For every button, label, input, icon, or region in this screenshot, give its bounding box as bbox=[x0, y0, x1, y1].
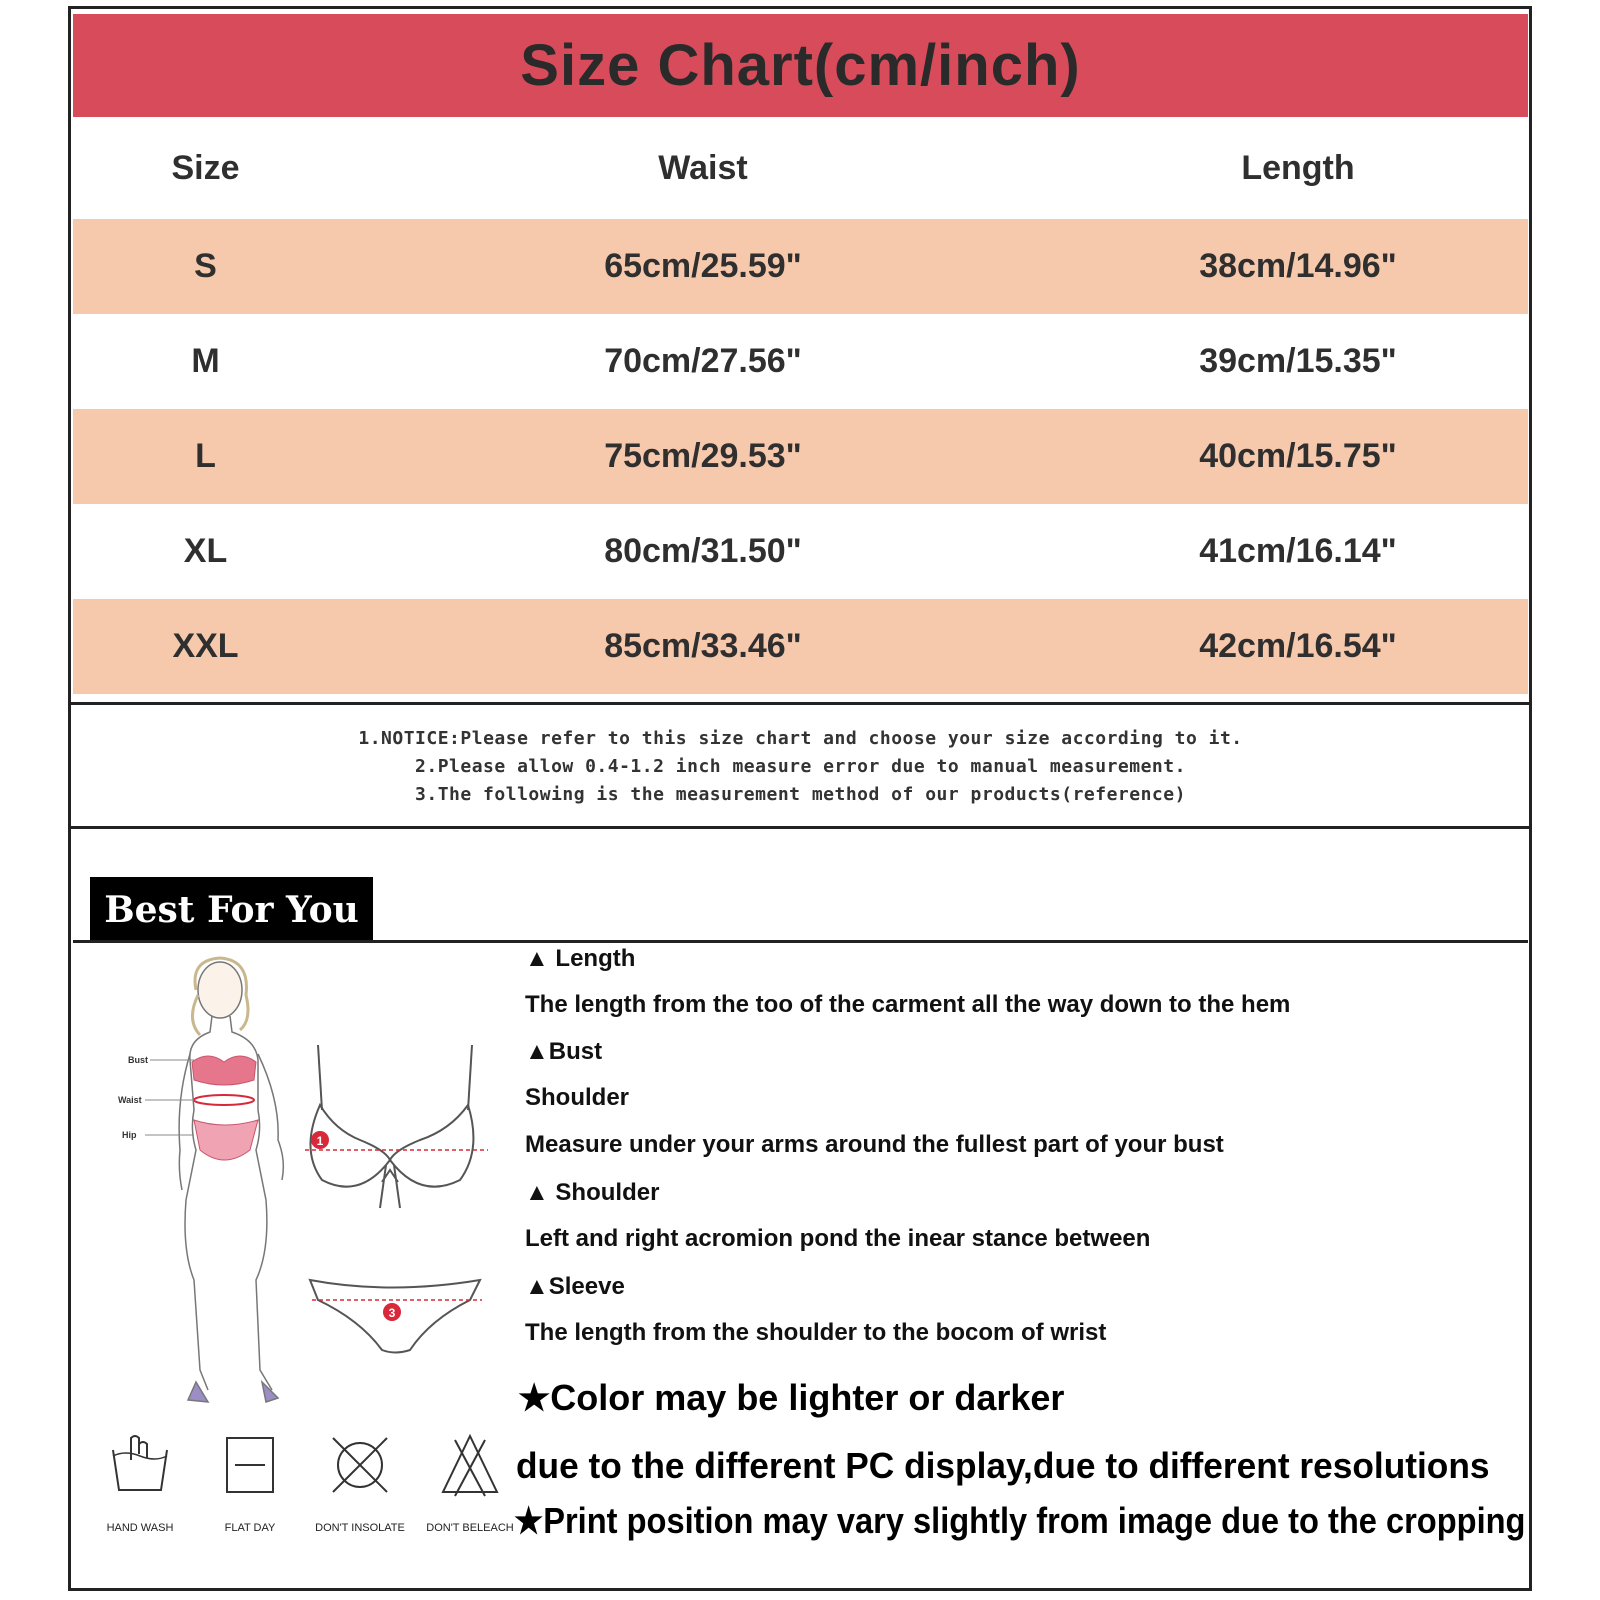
bra-marker-label: 1 bbox=[316, 1134, 324, 1148]
care-icons bbox=[90, 1430, 514, 1540]
care-label: DON'T BELEACH bbox=[426, 1522, 514, 1534]
waist-cell: 85cm/33.46" bbox=[604, 627, 802, 665]
hand-wash-icon bbox=[105, 1430, 175, 1500]
bust-label: Bust bbox=[128, 1055, 148, 1065]
bra-diagram bbox=[305, 1045, 488, 1208]
length-cell: 42cm/16.54" bbox=[1199, 627, 1397, 665]
table-row bbox=[73, 314, 1528, 409]
care-label: FLAT DAY bbox=[224, 1522, 276, 1534]
measurement-illustration bbox=[90, 950, 510, 1410]
length-cell: 40cm/15.75" bbox=[1199, 437, 1397, 475]
waist-cell: 65cm/25.59" bbox=[604, 247, 802, 285]
briefs-marker-label: 3 bbox=[388, 1306, 396, 1320]
length-text: The length from the too of the carment all the way down to the hem bbox=[525, 991, 1291, 1018]
size-cell: M bbox=[191, 342, 220, 380]
table-row bbox=[73, 599, 1528, 694]
waist-cell: 80cm/31.50" bbox=[604, 532, 802, 570]
model-bikini bbox=[192, 1056, 258, 1160]
shoulder-title: ▲ Shoulder bbox=[525, 1179, 660, 1206]
notice-line: 2.Please allow 0.4-1.2 inch measure error due to manual measurement. bbox=[415, 756, 1186, 777]
care-label: HAND WASH bbox=[106, 1522, 174, 1534]
care-item bbox=[200, 1430, 300, 1534]
header-size: Size bbox=[171, 148, 240, 187]
waist-cell: 70cm/27.56" bbox=[604, 342, 802, 380]
bust-title: ▲Bust bbox=[525, 1038, 603, 1065]
care-item bbox=[420, 1430, 520, 1534]
color-warning-line1: ★Color may be lighter or darker bbox=[518, 1377, 1065, 1418]
header-length: Length bbox=[1241, 148, 1355, 187]
table-row bbox=[73, 219, 1528, 314]
sleeve-text: The length from the shoulder to the bocom of wrist bbox=[525, 1319, 1107, 1346]
color-warning-line2: due to the different PC display,due to different resolutions bbox=[516, 1445, 1490, 1486]
bust-subtitle: Shoulder bbox=[525, 1084, 630, 1111]
flat-dry-icon bbox=[215, 1430, 285, 1500]
title-bar bbox=[73, 14, 1528, 117]
table-header-row bbox=[73, 117, 1528, 219]
dont-bleach-icon bbox=[435, 1430, 505, 1500]
size-cell: L bbox=[195, 437, 216, 475]
care-label: DON'T INSOLATE bbox=[315, 1522, 405, 1534]
size-cell: S bbox=[194, 247, 217, 285]
figure-measure-lines bbox=[145, 1060, 194, 1135]
best-for-you-badge: Best For You bbox=[90, 877, 373, 942]
length-title: ▲ Length bbox=[525, 945, 636, 972]
size-cell: XL bbox=[183, 532, 228, 570]
badge-underline bbox=[73, 940, 1528, 943]
bust-text: Measure under your arms around the fullest part of your bust bbox=[525, 1131, 1224, 1158]
size-cell: XXL bbox=[172, 627, 239, 665]
table-row bbox=[73, 504, 1528, 599]
header-waist: Waist bbox=[658, 148, 748, 187]
dont-insolate-icon bbox=[325, 1430, 395, 1500]
care-item bbox=[310, 1430, 410, 1534]
hip-label: Hip bbox=[122, 1130, 137, 1140]
length-cell: 38cm/14.96" bbox=[1199, 247, 1397, 285]
table-row bbox=[73, 409, 1528, 504]
length-cell: 41cm/16.14" bbox=[1199, 532, 1397, 570]
sleeve-title: ▲Sleeve bbox=[525, 1273, 625, 1300]
shoulder-text: Left and right acromion pond the inear stance between bbox=[525, 1225, 1151, 1252]
notice-line: 3.The following is the measurement method of our products(reference) bbox=[415, 784, 1186, 805]
model-figure bbox=[179, 958, 283, 1402]
print-warning-line: ★Print position may vary slightly from image due to the cropping bbox=[514, 1500, 1526, 1541]
section-divider bbox=[68, 702, 1532, 705]
notice-block bbox=[73, 725, 1528, 809]
length-cell: 39cm/15.35" bbox=[1199, 342, 1397, 380]
size-table bbox=[73, 117, 1528, 694]
section-divider bbox=[68, 826, 1532, 829]
notice-line: 1.NOTICE:Please refer to this size chart and choose your size according to it. bbox=[358, 728, 1243, 749]
waist-cell: 75cm/29.53" bbox=[604, 437, 802, 475]
care-item bbox=[90, 1430, 190, 1534]
page-title: Size Chart(cm/inch) bbox=[520, 33, 1081, 98]
waist-label: Waist bbox=[118, 1095, 142, 1105]
